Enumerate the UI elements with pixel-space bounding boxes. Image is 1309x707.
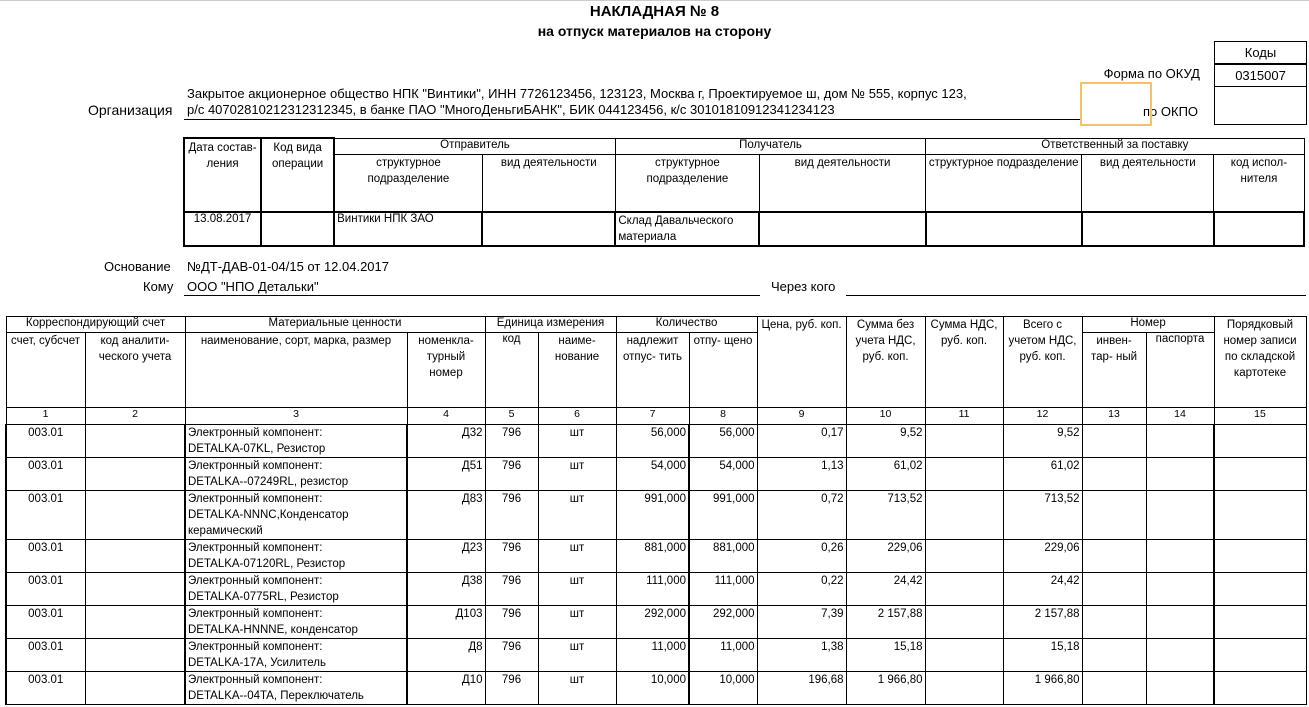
passport-cell[interactable] bbox=[1146, 425, 1214, 458]
sender-struct-cell[interactable]: Винтики НПК ЗАО bbox=[334, 212, 482, 246]
price-cell[interactable]: 196,68 bbox=[757, 672, 846, 705]
table-row[interactable] bbox=[6, 639, 1306, 672]
inventory-cell[interactable] bbox=[1082, 672, 1146, 705]
via-underline[interactable] bbox=[846, 295, 1306, 296]
col-number: 2 bbox=[85, 408, 185, 425]
passport-cell[interactable] bbox=[1146, 639, 1214, 672]
unit-name-cell[interactable]: шт bbox=[538, 458, 616, 491]
inventory-cell[interactable] bbox=[1082, 425, 1146, 458]
analytic-cell[interactable] bbox=[85, 573, 185, 606]
to-value[interactable]: ООО "НПО Детальки" bbox=[187, 279, 319, 294]
unit-name-cell[interactable]: шт bbox=[538, 672, 616, 705]
table-row[interactable] bbox=[6, 606, 1306, 639]
opcode-header: Код вида операции bbox=[261, 138, 334, 212]
col-number: 15 bbox=[1214, 408, 1306, 425]
to-label: Кому bbox=[143, 279, 174, 294]
issued-cell[interactable]: 292,000 bbox=[689, 606, 757, 639]
basis-label: Основание bbox=[104, 259, 171, 274]
item-name-line: DETALKA-0775RL, Резистор bbox=[188, 591, 339, 603]
unit-code-cell[interactable]: 796 bbox=[485, 458, 538, 491]
to-issue-cell[interactable]: 11,000 bbox=[616, 639, 689, 672]
price-cell[interactable]: 0,72 bbox=[757, 491, 846, 540]
sum-cell[interactable]: 61,02 bbox=[846, 458, 925, 491]
item-name-cell[interactable] bbox=[185, 425, 407, 458]
issued-cell[interactable]: 111,000 bbox=[689, 573, 757, 606]
item-name-line: Электронный компонент: bbox=[188, 427, 323, 439]
okpo-label: по ОКПО bbox=[1143, 104, 1199, 119]
unit-name-cell[interactable]: шт bbox=[538, 606, 616, 639]
item-name-cell[interactable] bbox=[185, 540, 407, 573]
item-name-line: Электронный компонент: bbox=[188, 608, 323, 620]
organization-label: Организация bbox=[88, 102, 173, 118]
to-issue-cell[interactable]: 10,000 bbox=[616, 672, 689, 705]
price-cell[interactable]: 1,13 bbox=[757, 458, 846, 491]
price-cell[interactable]: 0,26 bbox=[757, 540, 846, 573]
organization-text bbox=[187, 86, 967, 118]
sum-cell[interactable]: 229,06 bbox=[846, 540, 925, 573]
vat-cell[interactable] bbox=[925, 491, 1003, 540]
total-cell[interactable]: 2 157,88 bbox=[1003, 606, 1082, 639]
sum-cell[interactable]: 713,52 bbox=[846, 491, 925, 540]
issued-header: отпу- щено bbox=[689, 333, 757, 408]
item-name-cell[interactable] bbox=[185, 672, 407, 705]
resp-struct-header: структурное подразделение bbox=[926, 154, 1082, 212]
inventory-cell[interactable] bbox=[1082, 639, 1146, 672]
unit-code-cell[interactable]: 796 bbox=[485, 491, 538, 540]
okud-label: Форма по ОКУД bbox=[1103, 66, 1200, 81]
order-cell[interactable] bbox=[1214, 573, 1306, 606]
item-name-line: Электронный компонент: bbox=[188, 460, 323, 472]
basis-value[interactable]: №ДТ-ДАВ-01-04/15 от 12.04.2017 bbox=[187, 259, 390, 274]
date-cell[interactable]: 13.08.2017 bbox=[184, 212, 261, 246]
unit-name-cell[interactable]: шт bbox=[538, 540, 616, 573]
item-name-cell[interactable] bbox=[185, 458, 407, 491]
table-row[interactable] bbox=[6, 573, 1306, 606]
executor-header: код испол- нителя bbox=[1214, 154, 1304, 212]
issued-cell[interactable]: 881,000 bbox=[689, 540, 757, 573]
issued-cell[interactable]: 56,000 bbox=[689, 425, 757, 458]
item-name-line: DETALKA-07120RL, Резистор bbox=[188, 558, 346, 570]
item-name-line: Электронный компонент: bbox=[188, 674, 323, 686]
nomen-cell[interactable]: Д10 bbox=[407, 672, 485, 705]
nomen-cell[interactable]: Д8 bbox=[407, 639, 485, 672]
organization-line-1: Закрытое акционерное общество НПК "Винтики", ИНН 7726123456, 123123, Москва г, Проектируемое ш, дом № 555, корпус 123, bbox=[187, 86, 967, 101]
passport-cell[interactable] bbox=[1146, 540, 1214, 573]
receiver-struct-header: структурное подразделение bbox=[615, 154, 759, 212]
passport-cell[interactable] bbox=[1146, 573, 1214, 606]
items-table bbox=[5, 316, 1307, 705]
item-name-cell[interactable] bbox=[185, 491, 407, 540]
item-name-line: DETALKA-17A, Усилитель bbox=[188, 657, 326, 669]
issued-cell[interactable]: 11,000 bbox=[689, 639, 757, 672]
unit-code-cell[interactable]: 796 bbox=[485, 425, 538, 458]
price-cell[interactable]: 0,22 bbox=[757, 573, 846, 606]
order-cell[interactable] bbox=[1214, 491, 1306, 540]
col-number: 7 bbox=[616, 408, 689, 425]
nomen-cell[interactable]: Д32 bbox=[407, 425, 485, 458]
table-row[interactable] bbox=[6, 672, 1306, 705]
sum-cell[interactable]: 2 157,88 bbox=[846, 606, 925, 639]
vat-cell[interactable] bbox=[925, 606, 1003, 639]
to-issue-cell[interactable]: 991,000 bbox=[616, 491, 689, 540]
table-row[interactable] bbox=[6, 425, 1306, 458]
code-header: код bbox=[485, 333, 538, 408]
order-cell[interactable] bbox=[1214, 639, 1306, 672]
to-issue-cell[interactable]: 292,000 bbox=[616, 606, 689, 639]
col-number: 8 bbox=[689, 408, 757, 425]
passport-cell[interactable] bbox=[1146, 458, 1214, 491]
unit-name-cell[interactable]: шт bbox=[538, 573, 616, 606]
sum-cell[interactable]: 24,42 bbox=[846, 573, 925, 606]
total-cell[interactable]: 1 966,80 bbox=[1003, 672, 1082, 705]
col-number: 1 bbox=[6, 408, 85, 425]
order-cell[interactable] bbox=[1214, 425, 1306, 458]
to-issue-cell[interactable]: 56,000 bbox=[616, 425, 689, 458]
issued-cell[interactable]: 54,000 bbox=[689, 458, 757, 491]
item-name-line: DETALKA-HNNNE, конденсатор bbox=[188, 624, 358, 636]
inventory-header: инвен- тар- ный bbox=[1082, 333, 1146, 408]
nomen-cell[interactable]: Д23 bbox=[407, 540, 485, 573]
item-name-cell[interactable] bbox=[185, 606, 407, 639]
vat-header: Сумма НДС, руб. коп. bbox=[925, 317, 1003, 408]
nomen-cell[interactable]: Д103 bbox=[407, 606, 485, 639]
document-subtitle: на отпуск материалов на сторону bbox=[537, 23, 772, 39]
col-number: 14 bbox=[1146, 408, 1214, 425]
item-name-line: керамический bbox=[188, 525, 263, 537]
passport-cell[interactable] bbox=[1146, 672, 1214, 705]
inventory-cell[interactable] bbox=[1082, 606, 1146, 639]
sender-activity-cell[interactable] bbox=[482, 212, 615, 246]
opcode-cell[interactable] bbox=[261, 212, 334, 246]
to-issue-header: надлежит отпус- тить bbox=[616, 333, 689, 408]
unit-code-cell[interactable]: 796 bbox=[485, 639, 538, 672]
nomen-cell[interactable]: Д38 bbox=[407, 573, 485, 606]
receiver-struct-cell[interactable]: Склад Давальческого материала bbox=[615, 212, 759, 246]
unit-code-cell[interactable]: 796 bbox=[485, 672, 538, 705]
col-number: 12 bbox=[1003, 408, 1082, 425]
analytic-cell[interactable] bbox=[85, 606, 185, 639]
account-cell[interactable]: 003.01 bbox=[6, 639, 85, 672]
to-issue-cell[interactable]: 881,000 bbox=[616, 540, 689, 573]
date-header: Дата состав- ления bbox=[184, 138, 261, 212]
unit-name-cell[interactable]: шт bbox=[538, 491, 616, 540]
col-number: 3 bbox=[185, 408, 407, 425]
passport-cell[interactable] bbox=[1146, 491, 1214, 540]
order-cell[interactable] bbox=[1214, 540, 1306, 573]
account-cell[interactable]: 003.01 bbox=[6, 606, 85, 639]
vat-cell[interactable] bbox=[925, 672, 1003, 705]
to-underline bbox=[184, 295, 760, 296]
col-number: 4 bbox=[407, 408, 485, 425]
total-cell[interactable]: 229,06 bbox=[1003, 540, 1082, 573]
order-cell[interactable] bbox=[1214, 606, 1306, 639]
price-cell[interactable]: 0,17 bbox=[757, 425, 846, 458]
vat-cell[interactable] bbox=[925, 458, 1003, 491]
analytic-cell[interactable] bbox=[85, 425, 185, 458]
vat-cell[interactable] bbox=[925, 540, 1003, 573]
col-number: 13 bbox=[1082, 408, 1146, 425]
items-body bbox=[6, 425, 1306, 705]
issued-cell[interactable]: 991,000 bbox=[689, 491, 757, 540]
nomen-cell[interactable]: Д83 bbox=[407, 491, 485, 540]
resp-activity-cell[interactable] bbox=[1082, 212, 1214, 246]
col-number: 10 bbox=[846, 408, 925, 425]
vat-cell[interactable] bbox=[925, 573, 1003, 606]
inventory-cell[interactable] bbox=[1082, 458, 1146, 491]
table-row[interactable] bbox=[6, 540, 1306, 573]
passport-cell[interactable] bbox=[1146, 606, 1214, 639]
nomen-header: номенкла- турный номер bbox=[407, 333, 485, 408]
sum-cell[interactable]: 15,18 bbox=[846, 639, 925, 672]
column-numbers-row bbox=[6, 408, 1306, 425]
total-header: Всего с учетом НДС, руб. коп. bbox=[1003, 317, 1082, 408]
analytic-cell[interactable] bbox=[85, 458, 185, 491]
name-header: наименование, сорт, марка, размер bbox=[185, 333, 407, 408]
order-header: Порядковый номер записи по складской картотеке bbox=[1214, 317, 1306, 408]
col-number: 5 bbox=[485, 408, 538, 425]
sum-cell[interactable]: 9,52 bbox=[846, 425, 925, 458]
inventory-cell[interactable] bbox=[1082, 491, 1146, 540]
inventory-cell[interactable] bbox=[1082, 540, 1146, 573]
analytic-header: код аналити- ческого учета bbox=[85, 333, 185, 408]
item-name-line: Электронный компонент: bbox=[188, 575, 323, 587]
account-cell[interactable]: 003.01 bbox=[6, 672, 85, 705]
sum-cell[interactable]: 1 966,80 bbox=[846, 672, 925, 705]
item-name-line: Электронный компонент: bbox=[188, 641, 323, 653]
unit-code-cell[interactable]: 796 bbox=[485, 540, 538, 573]
total-cell[interactable]: 9,52 bbox=[1003, 425, 1082, 458]
receiver-header: Получатель bbox=[615, 138, 925, 154]
total-cell[interactable]: 24,42 bbox=[1003, 573, 1082, 606]
corr-account-header: Корреспондирующий счет bbox=[6, 317, 185, 333]
header-table bbox=[183, 137, 1305, 247]
col-number: 6 bbox=[538, 408, 616, 425]
price-cell[interactable]: 1,38 bbox=[757, 639, 846, 672]
total-cell[interactable]: 61,02 bbox=[1003, 458, 1082, 491]
qty-header: Количество bbox=[616, 317, 757, 333]
item-name-line: Электронный компонент: bbox=[188, 493, 323, 505]
resp-activity-header: вид деятельности bbox=[1082, 154, 1214, 212]
via-label: Через кого bbox=[771, 279, 836, 294]
number-header: Номер bbox=[1082, 317, 1214, 333]
account-cell[interactable]: 003.01 bbox=[6, 491, 85, 540]
issued-cell[interactable]: 10,000 bbox=[689, 672, 757, 705]
account-cell[interactable]: 003.01 bbox=[6, 573, 85, 606]
analytic-cell[interactable] bbox=[85, 540, 185, 573]
item-name-line: DETALKA--07249RL, резистор bbox=[188, 476, 349, 488]
order-cell[interactable] bbox=[1214, 672, 1306, 705]
unitname-header: наиме- нование bbox=[538, 333, 616, 408]
item-name-cell[interactable] bbox=[185, 639, 407, 672]
vat-cell[interactable] bbox=[925, 425, 1003, 458]
item-name-line: DETALKA-07KL, Резистор bbox=[188, 443, 326, 455]
col-number: 9 bbox=[757, 408, 846, 425]
sender-activity-header: вид деятельности bbox=[482, 154, 615, 212]
item-name-line: DETALKA-NNNC,Конденсатор bbox=[188, 509, 349, 521]
unit-header: Единица измерения bbox=[485, 317, 616, 333]
selection-cursor[interactable] bbox=[1080, 82, 1152, 126]
analytic-cell[interactable] bbox=[85, 672, 185, 705]
col-number: 11 bbox=[925, 408, 1003, 425]
receiver-activity-header: вид деятельности bbox=[759, 154, 925, 212]
account-cell[interactable]: 003.01 bbox=[6, 540, 85, 573]
unit-name-cell[interactable]: шт bbox=[538, 425, 616, 458]
table-row[interactable] bbox=[6, 491, 1306, 540]
resp-struct-cell[interactable] bbox=[926, 212, 1082, 246]
order-cell[interactable] bbox=[1214, 458, 1306, 491]
responsible-header: Ответственный за поставку bbox=[926, 138, 1304, 154]
nomen-cell[interactable]: Д51 bbox=[407, 458, 485, 491]
executor-cell[interactable] bbox=[1214, 212, 1304, 246]
to-issue-cell[interactable]: 111,000 bbox=[616, 573, 689, 606]
item-name-line: Электронный компонент: bbox=[188, 542, 323, 554]
analytic-cell[interactable] bbox=[85, 491, 185, 540]
top-border bbox=[0, 0, 1309, 1]
organization-line-2: р/с 40702810212312312345, в банке ПАО "МногоДеньгиБАНК", БИК 044123456, к/с 30101810912341234123 bbox=[187, 102, 835, 117]
codes-box bbox=[1214, 41, 1307, 125]
account-cell[interactable]: 003.01 bbox=[6, 458, 85, 491]
total-cell[interactable]: 15,18 bbox=[1003, 639, 1082, 672]
vat-cell[interactable] bbox=[925, 639, 1003, 672]
price-header: Цена, руб. коп. bbox=[757, 317, 846, 408]
inventory-cell[interactable] bbox=[1082, 573, 1146, 606]
unit-code-cell[interactable]: 796 bbox=[485, 573, 538, 606]
account-header: счет, субсчет bbox=[6, 333, 85, 408]
analytic-cell[interactable] bbox=[85, 639, 185, 672]
document-title: НАКЛАДНАЯ № 8 bbox=[589, 3, 720, 20]
values-header: Материальные ценности bbox=[185, 317, 485, 333]
unit-name-cell[interactable]: шт bbox=[538, 639, 616, 672]
passport-header: паспорта bbox=[1146, 333, 1214, 408]
sender-header: Отправитель bbox=[334, 138, 615, 154]
unit-code-cell[interactable]: 796 bbox=[485, 606, 538, 639]
price-cell[interactable]: 7,39 bbox=[757, 606, 846, 639]
okpo-value[interactable] bbox=[1215, 87, 1306, 125]
codes-header: Коды bbox=[1215, 42, 1306, 65]
total-cell[interactable]: 713,52 bbox=[1003, 491, 1082, 540]
sender-struct-header: структурное подразделение bbox=[334, 154, 482, 212]
table-row[interactable] bbox=[6, 458, 1306, 491]
organization-underline bbox=[184, 119, 1080, 120]
okud-value: 0315007 bbox=[1215, 65, 1306, 87]
item-name-cell[interactable] bbox=[185, 573, 407, 606]
receiver-activity-cell[interactable] bbox=[759, 212, 925, 246]
to-issue-cell[interactable]: 54,000 bbox=[616, 458, 689, 491]
item-name-line: DETALKA--04TA, Переключатель bbox=[188, 690, 364, 702]
sum-header: Сумма без учета НДС, руб. коп. bbox=[846, 317, 925, 408]
account-cell[interactable]: 003.01 bbox=[6, 425, 85, 458]
